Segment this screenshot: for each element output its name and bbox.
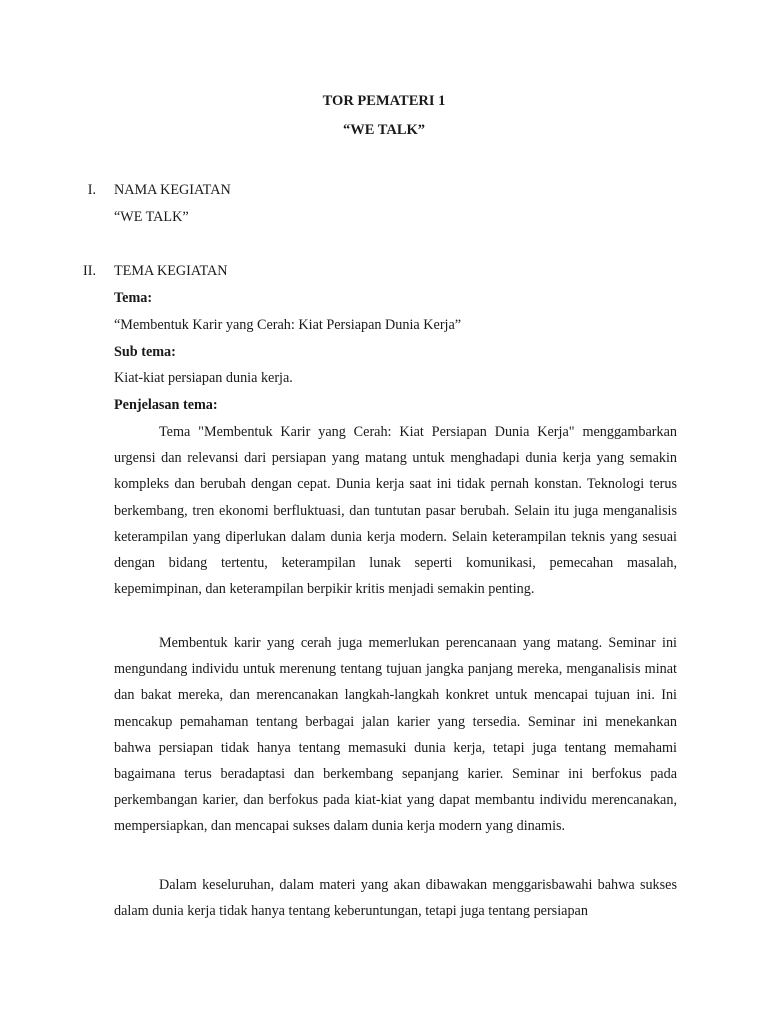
paragraph-3: Dalam keseluruhan, dalam materi yang akan dibawakan menggarisbawahi bahwa sukses dalam dunia kerja tidak hanya tentang keberuntungan, tetapi juga tentang persiapan [114, 877, 677, 920]
subtema-label: Sub tema: [114, 344, 176, 360]
section-1-value: “WE TALK” [114, 209, 189, 225]
section-2-numeral: II. [83, 263, 96, 279]
section-1-heading: NAMA KEGIATAN [114, 182, 231, 198]
section-1-numeral: I. [87, 182, 96, 198]
tema-label: Tema: [114, 290, 153, 306]
tema-value: “Membentuk Karir yang Cerah: Kiat Persiapan Dunia Kerja” [114, 317, 462, 333]
paragraph-1: Tema "Membentuk Karir yang Cerah: Kiat Persiapan Dunia Kerja" menggambarkan urgensi dan relevansi dari persiapan yang matang untuk menghadapi dunia kerja yang semakin kompleks dan berubah dengan cepat. Dunia kerja saat ini tidak pernah konstan. Teknologi terus berkembang, tren ekonomi berfluktuasi, dan tuntutan pasar berubah. Selain itu juga menganalisis keterampilan yang diperlukan dalam dunia kerja modern. Selain keterampilan teknis yang sesuai dengan bidang tertentu, keterampilan lunak seperti komunikasi, pemecahan masalah, kepemimpinan, dan keterampilan berpikir kritis menjadi semakin penting. [114, 424, 677, 598]
penjelasan-label: Penjelasan tema: [114, 397, 218, 413]
section-2-heading: TEMA KEGIATAN [114, 263, 228, 279]
paragraph-2: Membentuk karir yang cerah juga memerlukan perencanaan yang matang. Seminar ini mengundang individu untuk merenung tentang tujuan jangka panjang mereka, menganalisis minat dan bakat mereka, dan merencanakan langkah-langkah konkret untuk mencapai tujuan ini. Ini mencakup pemahaman tentang berbagai jalan karier yang tersedia. Seminar ini menekankan bahwa persiapan tidak hanya tentang memasuki dunia kerja, tetapi juga tentang memahami bagaimana terus beradaptasi dan berkembang sepanjang karier. Seminar ini berfokus pada perkembangan karier, dan berfokus pada kiat-kiat yang dapat membantu individu merencanakan, mempersiapkan, dan mencapai sukses dalam dunia kerja modern yang dinamis. [114, 635, 677, 835]
document-title: TOR PEMATERI 1 [322, 93, 446, 109]
subtema-value: Kiat-kiat persiapan dunia kerja. [114, 370, 293, 386]
document-subtitle: “WE TALK” [342, 122, 426, 138]
